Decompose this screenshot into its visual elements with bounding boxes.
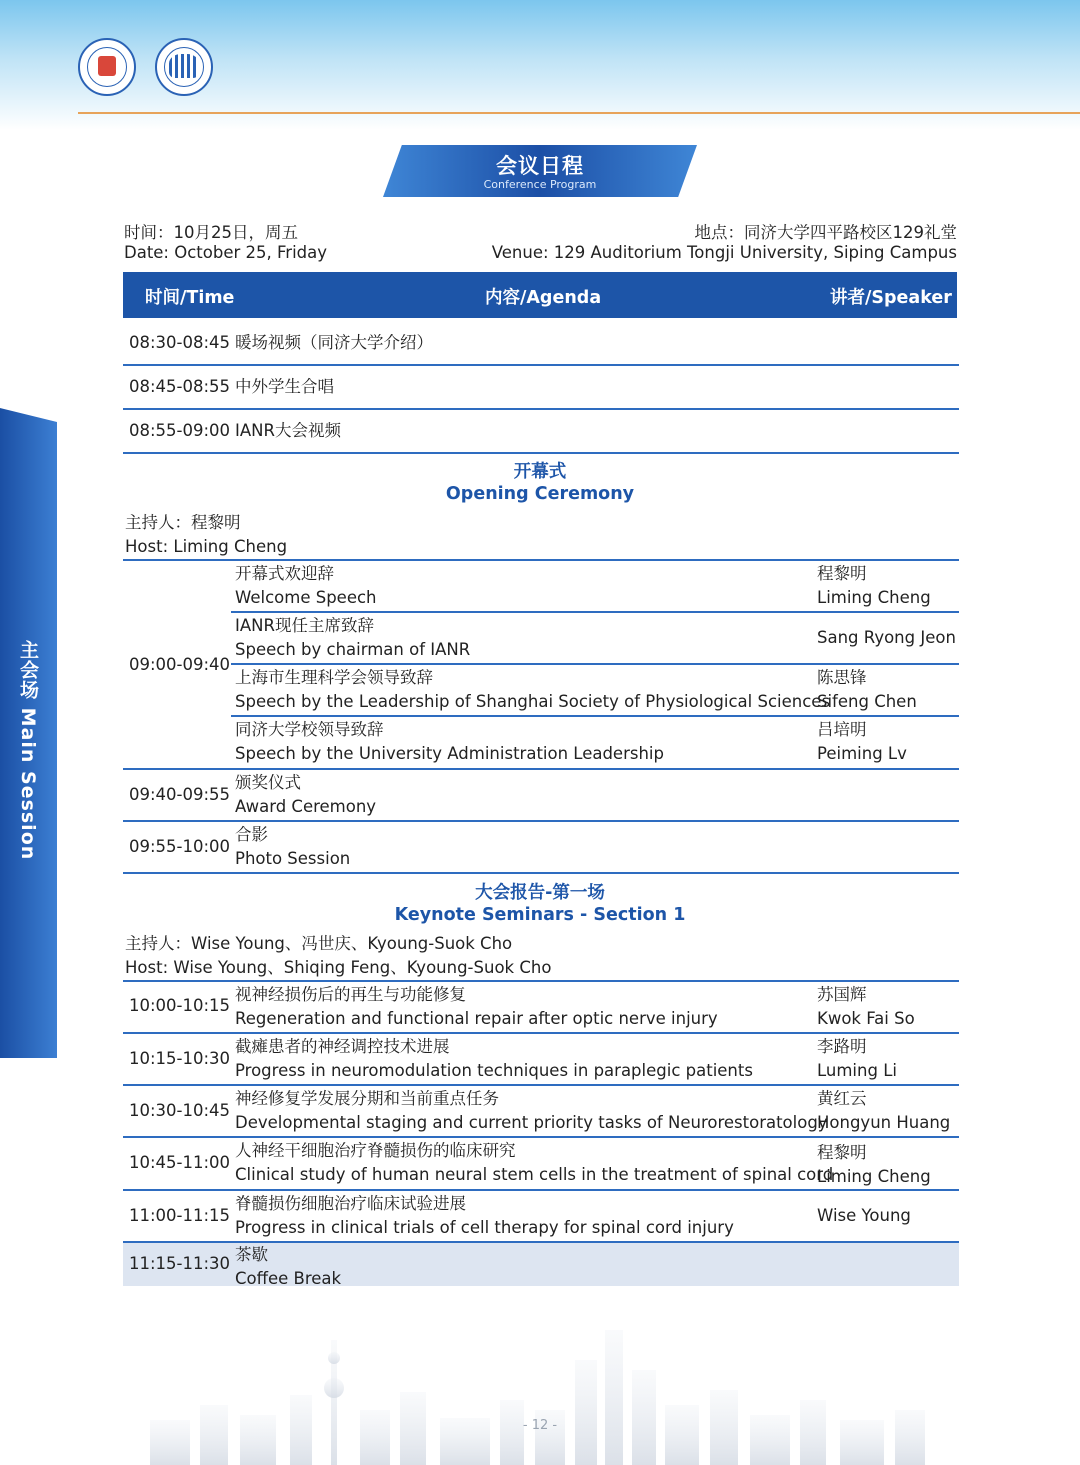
table-row-time: 08:55-09:00 (129, 421, 231, 440)
speaker-cn: 吕培明 (817, 720, 867, 739)
speaker-en: Liming Cheng (817, 588, 931, 607)
main-session-label: 主会场 Main Session (17, 640, 39, 861)
speaker-cn: 苏国辉 (817, 985, 867, 1004)
row-divider (231, 611, 959, 613)
keynote-host-cn: 主持人：Wise Young、冯世庆、Kyoung-Suok Cho (125, 934, 513, 953)
table-row-agenda: 暖场视频（同济大学介绍） (235, 333, 433, 352)
keynote-title-cn: 大会报告-第一场 (475, 883, 605, 903)
opening-host-en: Host: Liming Cheng (125, 537, 288, 556)
agenda-en: Speech by the Leadership of Shanghai Society of Physiological Sciences (235, 692, 831, 711)
table-row-time: 09:55-10:00 (129, 837, 231, 856)
agenda-en: Regeneration and functional repair after optic nerve injury (235, 1009, 718, 1028)
table-row-agenda: 中外学生合唱 (235, 377, 334, 396)
row-divider (123, 408, 959, 410)
agenda-en: Award Ceremony (235, 797, 377, 816)
agenda-cn: 神经修复学发展分期和当前重点任务 (235, 1089, 499, 1108)
header-time: 时间/Time (145, 288, 235, 308)
row-divider (231, 715, 959, 717)
speaker-en: Hongyun Huang (817, 1113, 951, 1132)
table-row-time: 11:15-11:30 (129, 1254, 231, 1273)
agenda-cn: 合影 (235, 825, 268, 844)
row-divider (123, 820, 959, 822)
date-en: Date: October 25, Friday (124, 243, 328, 262)
opening-title-cn: 开幕式 (513, 462, 567, 482)
tongji-university-logo (155, 38, 213, 96)
row-divider (123, 1136, 959, 1138)
agenda-en: Developmental staging and current priority tasks of Neurorestoratology (235, 1113, 828, 1132)
speaker-cn: 陈思锋 (817, 668, 867, 687)
agenda-cn: 同济大学校领导致辞 (235, 720, 384, 739)
date-cn: 时间：10月25日，周五 (124, 223, 298, 242)
table-row-time: 10:45-11:00 (129, 1153, 231, 1172)
agenda-cn: 茶歇 (235, 1245, 268, 1264)
group-time: 09:00-09:40 (129, 655, 231, 674)
table-row-agenda: IANR大会视频 (235, 421, 341, 440)
row-divider (123, 559, 959, 561)
speaker-cn: 李路明 (817, 1037, 867, 1056)
agenda-en: Photo Session (235, 849, 351, 868)
table-row-time: 10:00-10:15 (129, 996, 231, 1015)
row-divider (123, 452, 959, 454)
row-divider (123, 1032, 959, 1034)
table-row-time: 11:00-11:15 (129, 1206, 231, 1225)
row-divider (123, 980, 959, 982)
speaker-en: Wise Young (817, 1206, 911, 1225)
row-divider (123, 768, 959, 770)
ianr-logo (78, 38, 136, 96)
header-agenda: 内容/Agenda (485, 288, 602, 308)
agenda-cn: 颁奖仪式 (235, 773, 301, 792)
agenda-en: Clinical study of human neural stem cells in the treatment of spinal cord (235, 1165, 834, 1184)
agenda-en: Speech by chairman of IANR (235, 640, 471, 659)
table-row-time: 08:45-08:55 (129, 377, 231, 396)
agenda-cn: IANR现任主席致辞 (235, 616, 374, 635)
agenda-cn: 脊髓损伤细胞治疗临床试验进展 (235, 1194, 466, 1213)
agenda-cn: 开幕式欢迎辞 (235, 564, 334, 583)
header-speaker: 讲者/Speaker (830, 288, 952, 308)
agenda-en: Progress in clinical trials of cell therapy for spinal cord injury (235, 1218, 734, 1237)
table-row-time: 08:30-08:45 (129, 333, 231, 352)
agenda-cn: 截瘫患者的神经调控技术进展 (235, 1037, 450, 1056)
agenda-en: Speech by the University Administration Leadership (235, 744, 664, 763)
keynote-title-en: Keynote Seminars - Section 1 (394, 905, 686, 925)
speaker-en: Luming Li (817, 1061, 897, 1080)
row-divider (123, 872, 959, 874)
keynote-host-en: Host: Wise Young、Shiqing Feng、Kyoung-Suok Cho (125, 958, 552, 977)
opening-title-en: Opening Ceremony (445, 484, 635, 504)
banner-subtitle: Conference Program (483, 178, 597, 191)
agenda-en: Coffee Break (235, 1269, 342, 1288)
speaker-en: Liming Cheng (817, 1167, 931, 1186)
program-banner (383, 145, 697, 197)
speaker-en: Peiming Lv (817, 744, 907, 763)
city-skyline-illustration (0, 1300, 1080, 1465)
venue-cn: 地点：同济大学四平路校区129礼堂 (694, 223, 957, 242)
agenda-cn: 人神经干细胞治疗脊髓损伤的临床研究 (235, 1141, 516, 1160)
opening-host-cn: 主持人：程黎明 (125, 513, 241, 532)
speaker-en: Sifeng Chen (817, 692, 917, 711)
row-divider (231, 663, 959, 665)
table-row-time: 10:15-10:30 (129, 1049, 231, 1068)
agenda-en: Progress in neuromodulation techniques in paraplegic patients (235, 1061, 753, 1080)
row-divider (123, 1084, 959, 1086)
speaker-cn: 黄红云 (817, 1089, 867, 1108)
agenda-cn: 视神经损伤后的再生与功能修复 (235, 985, 466, 1004)
table-row-time: 10:30-10:45 (129, 1101, 231, 1120)
banner-title: 会议日程 (496, 154, 584, 178)
header-divider (78, 112, 1080, 114)
speaker-cn: 程黎明 (817, 564, 867, 583)
speaker-en: Kwok Fai So (817, 1009, 915, 1028)
table-row-time: 09:40-09:55 (129, 785, 231, 804)
speaker-cn: 程黎明 (817, 1143, 867, 1162)
row-divider (123, 1189, 959, 1191)
agenda-cn: 上海市生理科学会领导致辞 (235, 668, 433, 687)
venue-en: Venue: 129 Auditorium Tongji University, Siping Campus (491, 243, 957, 262)
agenda-en: Welcome Speech (235, 588, 377, 607)
page-number: - 12 - (522, 1418, 558, 1433)
speaker-en: Sang Ryong Jeon (817, 628, 956, 647)
row-divider (123, 364, 959, 366)
table-header (123, 272, 957, 318)
